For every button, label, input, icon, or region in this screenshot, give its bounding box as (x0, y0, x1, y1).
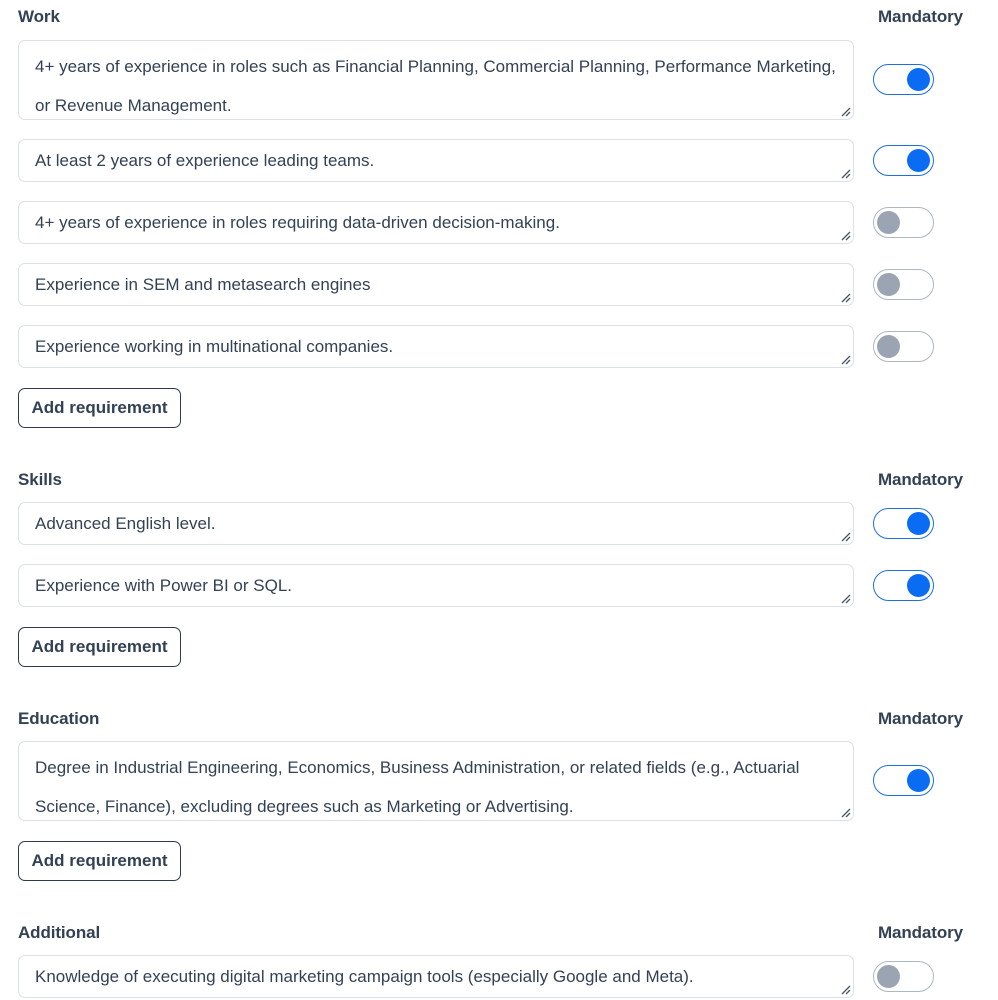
requirement-line: Science, Finance), excluding degrees such as Marketing or Advertising. (35, 797, 574, 816)
toggle-knob (877, 965, 900, 988)
resize-handle-icon[interactable] (839, 167, 851, 179)
resize-handle-icon[interactable] (839, 229, 851, 241)
mandatory-toggle[interactable] (873, 207, 934, 238)
mandatory-label: Mandatory (877, 709, 963, 728)
mandatory-toggle[interactable] (873, 331, 934, 362)
requirement-textarea[interactable] (18, 201, 854, 244)
requirement-textarea[interactable] (18, 263, 854, 306)
requirement-line: Experience with Power BI or SQL. (35, 576, 293, 595)
resize-handle-icon[interactable] (839, 806, 851, 818)
requirement-textarea[interactable] (18, 325, 854, 368)
toggle-knob (877, 335, 900, 358)
section-title: Skills (18, 470, 62, 489)
mandatory-toggle[interactable] (873, 961, 934, 992)
toggle-knob (907, 68, 930, 91)
mandatory-toggle[interactable] (873, 570, 934, 601)
requirement-line: Knowledge of executing digital marketing campaign tools (especially Google and Meta). (35, 967, 694, 986)
toggle-knob (907, 149, 930, 172)
mandatory-label: Mandatory (877, 470, 963, 489)
requirement-textarea[interactable] (18, 502, 854, 545)
section-header-education (18, 708, 963, 730)
resize-handle-icon[interactable] (839, 353, 851, 365)
resize-handle-icon[interactable] (839, 983, 851, 995)
add-requirement-button-skills[interactable]: Add requirement (18, 627, 181, 667)
requirement-textarea[interactable] (18, 139, 854, 182)
requirement-line: Degree in Industrial Engineering, Economics, Business Administration, or related fields (e.g., Actuarial (35, 758, 800, 777)
requirement-textarea[interactable] (18, 40, 854, 120)
add-requirement-button-work[interactable]: Add requirement (18, 388, 181, 428)
section-header-additional (18, 922, 963, 944)
toggle-knob (907, 769, 930, 792)
requirement-line: Experience working in multinational companies. (35, 337, 394, 356)
section-title: Additional (18, 923, 101, 942)
toggle-knob (907, 512, 930, 535)
section-title: Education (18, 709, 100, 728)
mandatory-label: Mandatory (877, 923, 963, 942)
toggle-knob (907, 574, 930, 597)
mandatory-toggle[interactable] (873, 269, 934, 300)
mandatory-toggle[interactable] (873, 145, 934, 176)
requirement-line: 4+ years of experience in roles such as Financial Planning, Commercial Planning, Performance Marketing, (35, 57, 836, 76)
toggle-knob (877, 273, 900, 296)
section-title: Work (18, 7, 60, 26)
resize-handle-icon[interactable] (839, 592, 851, 604)
mandatory-label: Mandatory (877, 7, 963, 26)
requirement-textarea[interactable] (18, 955, 854, 998)
requirement-textarea[interactable] (18, 564, 854, 607)
resize-handle-icon[interactable] (839, 291, 851, 303)
requirement-line: or Revenue Management. (35, 96, 232, 115)
requirement-line: At least 2 years of experience leading teams. (35, 151, 375, 170)
requirement-textarea[interactable] (18, 741, 854, 821)
mandatory-toggle[interactable] (873, 508, 934, 539)
requirement-line: Experience in SEM and metasearch engines (35, 275, 371, 294)
toggle-knob (877, 211, 900, 234)
resize-handle-icon[interactable] (839, 105, 851, 117)
mandatory-toggle[interactable] (873, 64, 934, 95)
requirement-line: Advanced English level. (35, 514, 216, 533)
section-header-work (18, 6, 963, 28)
mandatory-toggle[interactable] (873, 765, 934, 796)
add-requirement-button-education[interactable]: Add requirement (18, 841, 181, 881)
section-header-skills (18, 469, 963, 491)
resize-handle-icon[interactable] (839, 530, 851, 542)
requirement-line: 4+ years of experience in roles requiring data-driven decision-making. (35, 213, 560, 232)
